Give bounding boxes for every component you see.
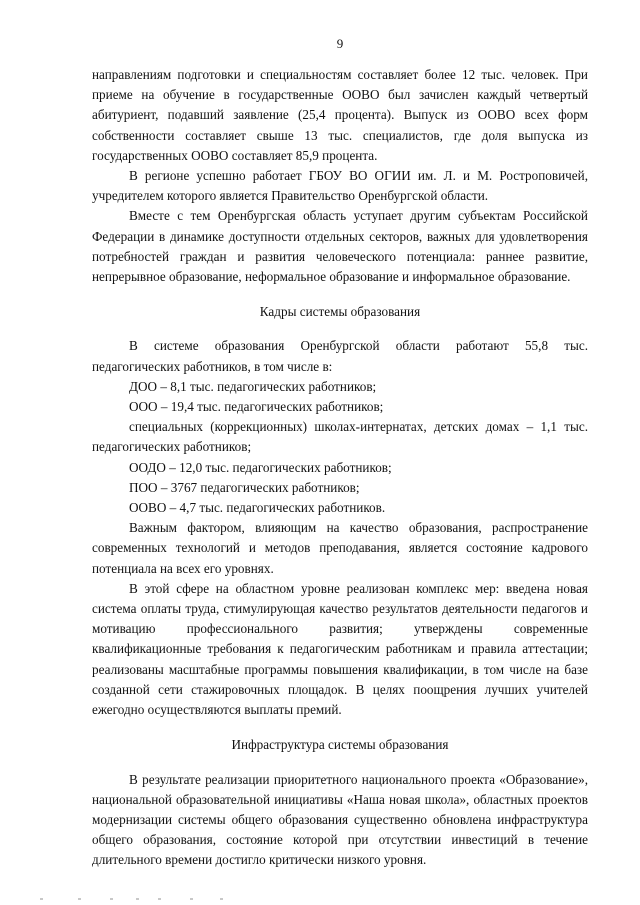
section-heading: Инфраструктура системы образования [231, 737, 449, 753]
section-gap [92, 322, 588, 336]
body-paragraph: Вместе с тем Оренбургская область уступает другим субъектам Российской Федерации в динамике доступности отдельных секторов, важных для удовлетворения потребностей граждан и развития человеческого потенциала: раннее развитие, непрерывное образование, неформальное образование и информальное образование. [92, 208, 588, 285]
section-gap [92, 287, 588, 302]
scan-artifacts [40, 898, 600, 901]
body-paragraph: направлениям подготовки и специальностям составляет более 12 тыс. человек. При приеме на обучение в государственные ООВО был зачислен каждый четвертый абитуриент, подавший заявление (25,4 процента). Выпуск из ООВО всех форм собственности составляет свыше 13 тыс. специалистов, где доля выпуска из государственных ООВО составляет 85,9 процента. [92, 67, 588, 163]
document-page [92, 0, 588, 905]
body-paragraph: специальных (коррекционных) школах-интернатах, детских домах – 1,1 тыс. педагогических работников; [92, 419, 588, 455]
body-paragraph: В этой сфере на областном уровне реализован комплекс мер: введена новая система оплаты труда, стимулирующая качество результатов деятельности педагогов и мотивацию профессионального развития; утверждены современные квалификационные требования к педагогическим работникам и правила аттестации; реализованы масштабные программы повышения квалификации, в том числе на базе созданной сети стажировочных площадок. В целях поощрения лучших учителей ежегодно осуществляются выплаты премий. [92, 580, 588, 718]
body-paragraph: ООО – 19,4 тыс. педагогических работников; [129, 399, 384, 415]
body-paragraph: ПОО – 3767 педагогических работников; [129, 479, 360, 495]
section-heading: Кадры системы образования [259, 304, 421, 320]
body-paragraph: Важным фактором, влияющим на качество образования, распространение современных технологий и методов преподавания, является состояние кадрового потенциала на всех его уровнях. [92, 520, 588, 576]
document-body [92, 65, 588, 871]
body-paragraph: ООВО – 4,7 тыс. педагогических работников. [129, 500, 386, 516]
body-paragraph: В результате реализации приоритетного национального проекта «Образование», национальной образовательной инициативы «Наша новая школа», областных проектов модернизации системы общего образования существенно обновлена инфраструктура общего образования, состояние которой при отсутствии инвестиций в течение длительного времени достигло критически низкого уровня. [92, 771, 588, 868]
body-paragraph: В системе образования Оренбургской области работают 55,8 тыс. педагогических работников, в том числе в: [92, 338, 588, 374]
page-number: 9 [336, 36, 344, 51]
body-paragraph: ДОО – 8,1 тыс. педагогических работников; [129, 378, 377, 394]
body-paragraph: ООДО – 12,0 тыс. педагогических работников; [129, 459, 392, 475]
section-gap [92, 720, 588, 735]
section-gap [92, 756, 588, 770]
body-paragraph: В регионе успешно работает ГБОУ ВО ОГИИ им. Л. и М. Ростроповичей, учредителем которого является Правительство Оренбургской области. [92, 168, 588, 204]
